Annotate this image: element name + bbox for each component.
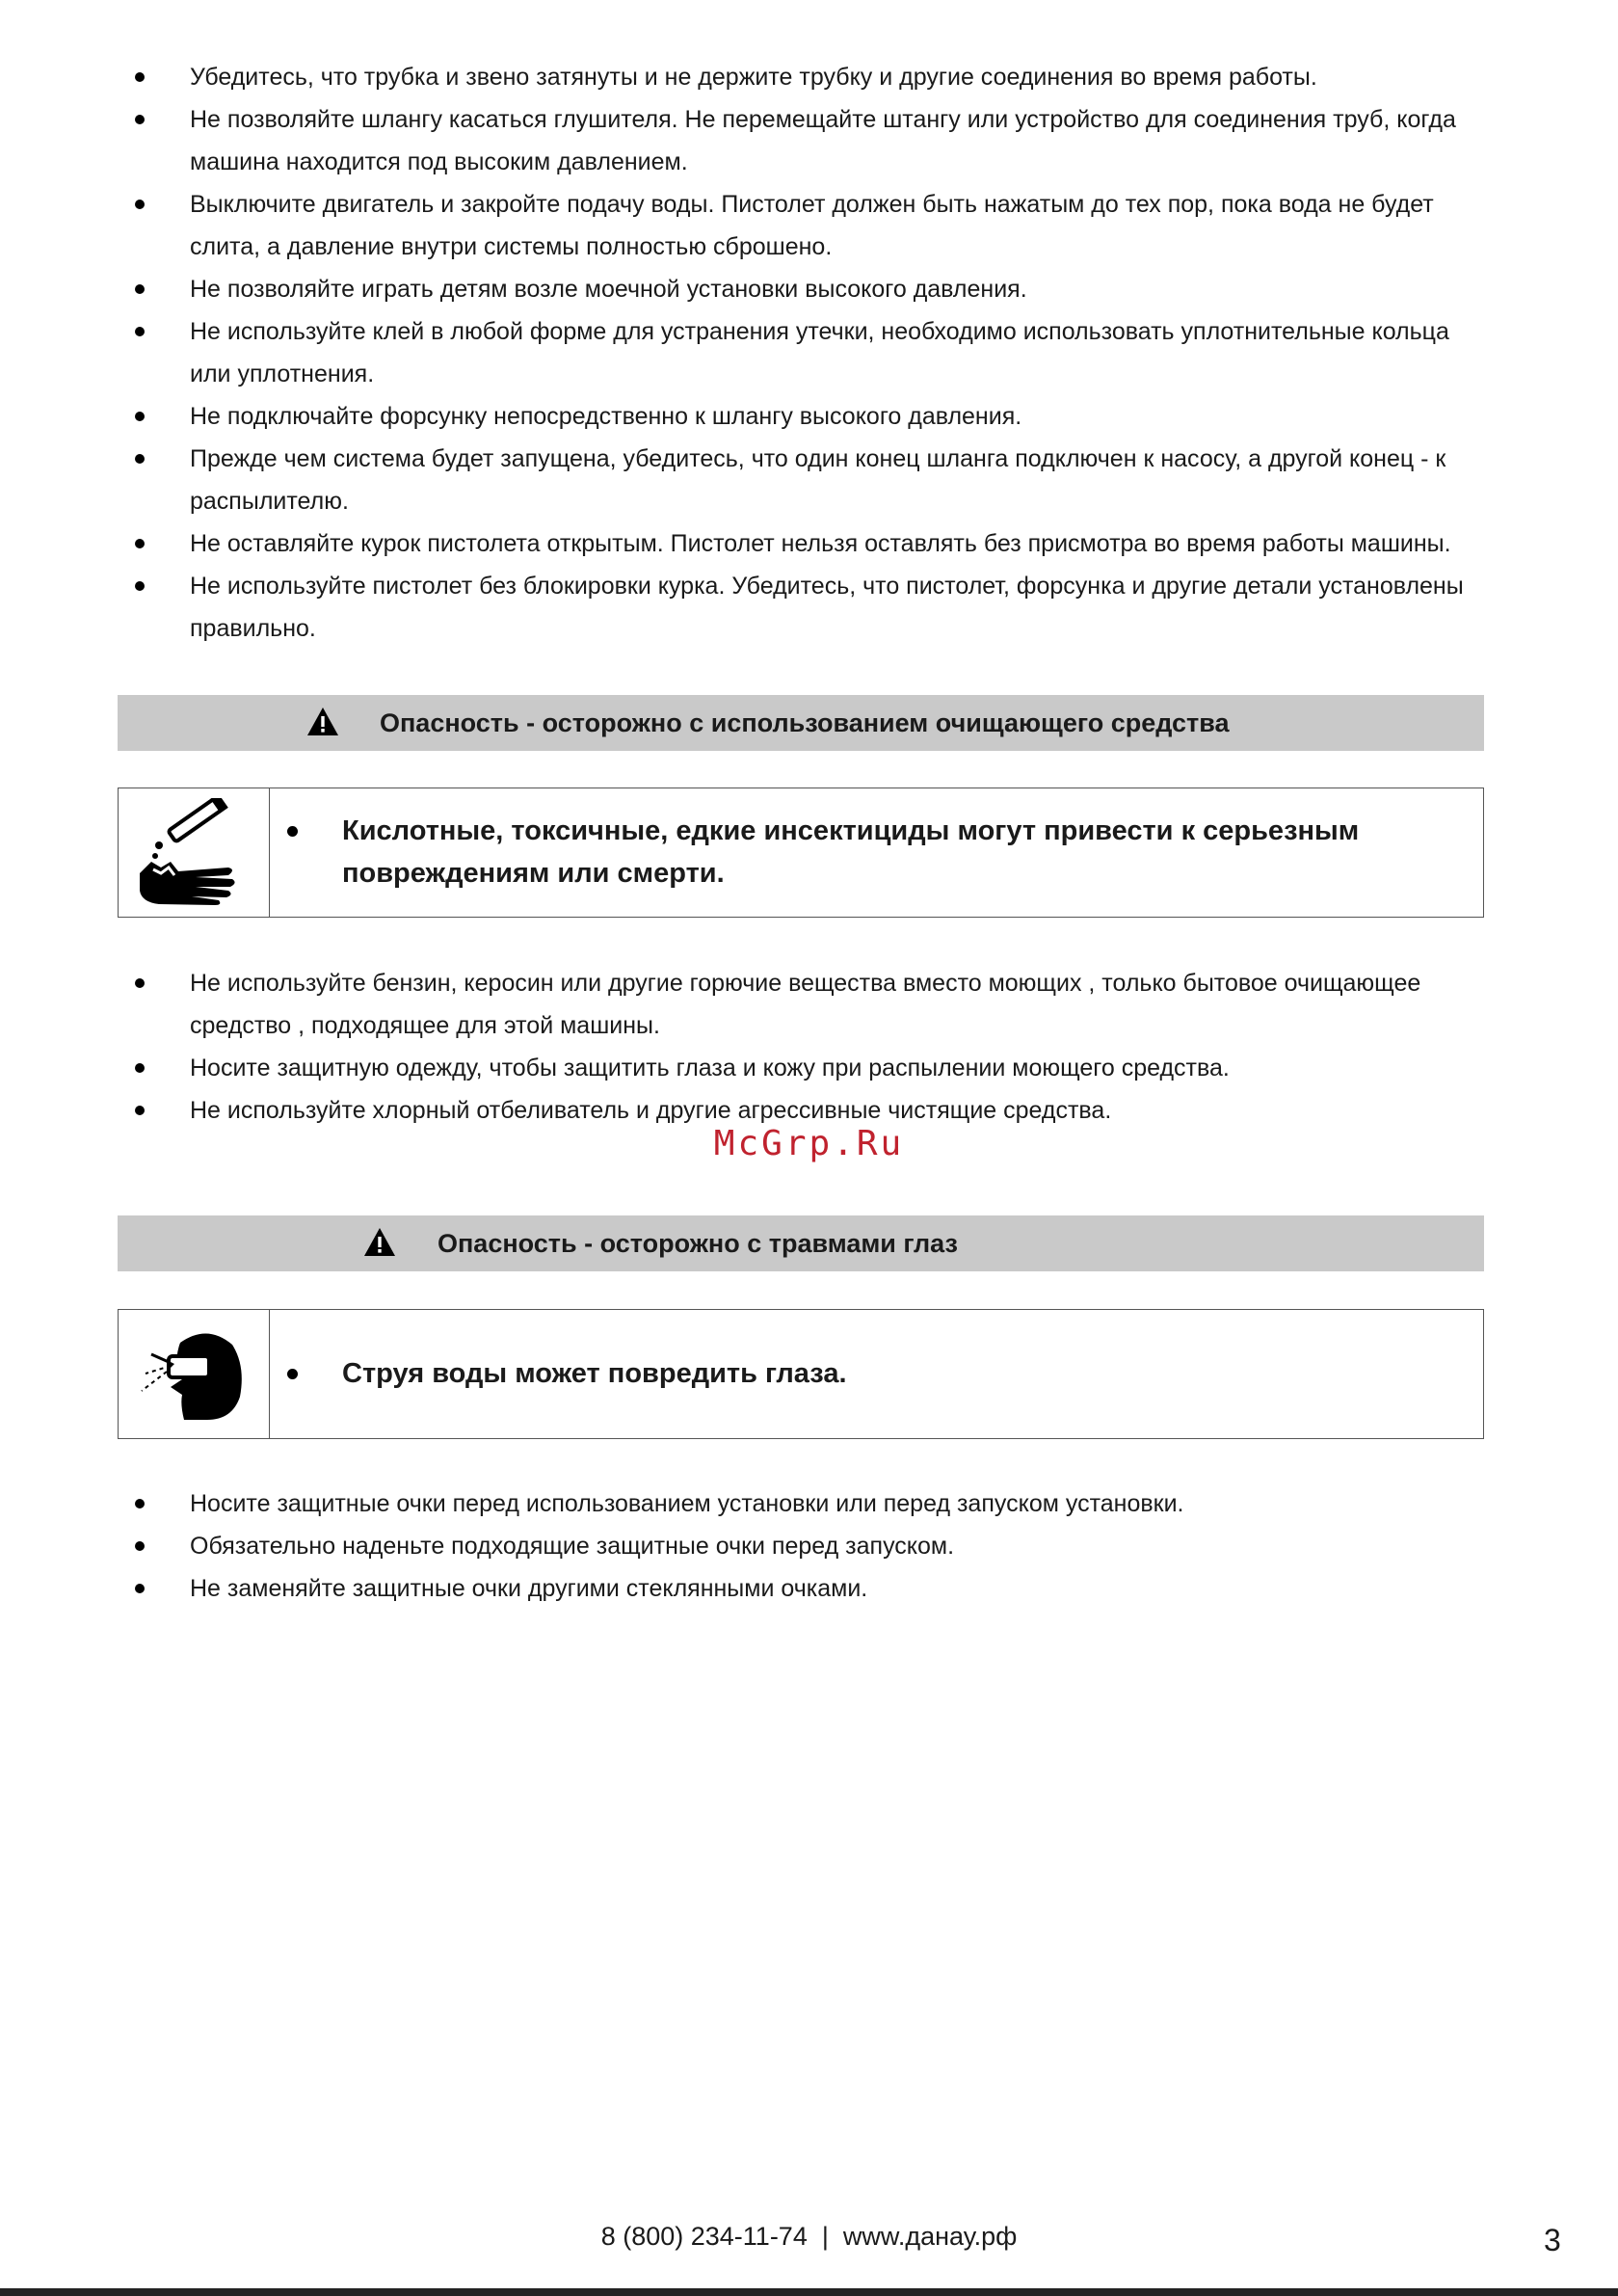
safety-list-cleaner	[0, 962, 1618, 1132]
icon-cell	[119, 788, 270, 917]
list-item: Обязательно наденьте подходящие защитные очки перед запуском.	[0, 1525, 1618, 1567]
list-item: Не подключайте форсунку непосредственно к шлангу высокого давления.	[0, 395, 1618, 438]
list-item: Не используйте бензин, керосин или другие горючие вещества вместо моющих , только бытовое очищающее средство , подходящее для этой машины.	[0, 962, 1618, 1047]
list-item: Носите защитную одежду, чтобы защитить глаза и кожу при распылении моющего средства.	[0, 1047, 1618, 1089]
list-item: Убедитесь, что трубка и звено затянуты и не держите трубку и другие соединения во время работы.	[0, 56, 1618, 98]
list-item: Не заменяйте защитные очки другими стеклянными очками.	[0, 1567, 1618, 1610]
list-item: Носите защитные очки перед использованием установки или перед запуском установки.	[0, 1482, 1618, 1525]
list-item: Прежде чем система будет запущена, убедитесь, что один конец шланга подключен к насосу, а другой конец - к распылителю.	[0, 438, 1618, 522]
warning-triangle-icon	[306, 707, 339, 736]
bullet-dot	[287, 1369, 298, 1379]
danger-title: Опасность - осторожно с использованием очищающего средства	[380, 708, 1230, 737]
list-item: Не используйте клей в любой форме для устранения утечки, необходимо использовать уплотнительные кольца или уплотнения.	[0, 310, 1618, 395]
warning-box-eyes	[118, 1309, 1484, 1439]
warning-text: Кислотные, токсичные, едкие инсектициды могут привести к серьезным повреждениям или смерти.	[342, 815, 1360, 889]
list-item: Не позволяйте играть детям возле моечной установки высокого давления.	[0, 268, 1618, 310]
watermark: McGrp.Ru	[713, 1124, 905, 1163]
danger-header-cleaner	[118, 695, 1484, 751]
safety-list-eyes	[0, 1482, 1618, 1610]
warning-box-cleaner	[118, 788, 1484, 918]
icon-cell	[119, 1310, 270, 1438]
danger-title: Опасность - осторожно с травмами глаз	[438, 1229, 958, 1258]
list-item: Не используйте пистолет без блокировки курка. Убедитесь, что пистолет, форсунка и другие детали установлены правильно.	[0, 565, 1618, 650]
footer-contacts: 8 (800) 234-11-74 | www.данау.рф	[600, 2222, 1018, 2251]
eye-protection-icon	[132, 1320, 255, 1428]
safety-list-general	[0, 56, 1618, 650]
warning-text: Струя воды может повредить глаза.	[342, 1358, 847, 1389]
list-item: Не оставляйте курок пистолета открытым. Пистолет нельзя оставлять без присмотра во время работы машины.	[0, 522, 1618, 565]
page-bottom-rule	[0, 2288, 1618, 2296]
list-item: Не используйте хлорный отбеливатель и другие агрессивные чистящие средства.	[0, 1089, 1618, 1132]
page-number: 3	[1544, 2223, 1561, 2257]
bullet-dot	[287, 826, 298, 837]
list-item: Не позволяйте шлангу касаться глушителя. Не перемещайте штангу или устройство для соединения труб, когда машина находится под высоким давлением.	[0, 98, 1618, 183]
list-item: Выключите двигатель и закройте подачу воды. Пистолет должен быть нажатым до тех пор, пока вода не будет слита, а давление внутри системы полностью сброшено.	[0, 183, 1618, 268]
danger-header-eyes	[118, 1215, 1484, 1271]
corrosive-hand-icon	[132, 798, 255, 906]
warning-triangle-icon	[363, 1227, 396, 1257]
